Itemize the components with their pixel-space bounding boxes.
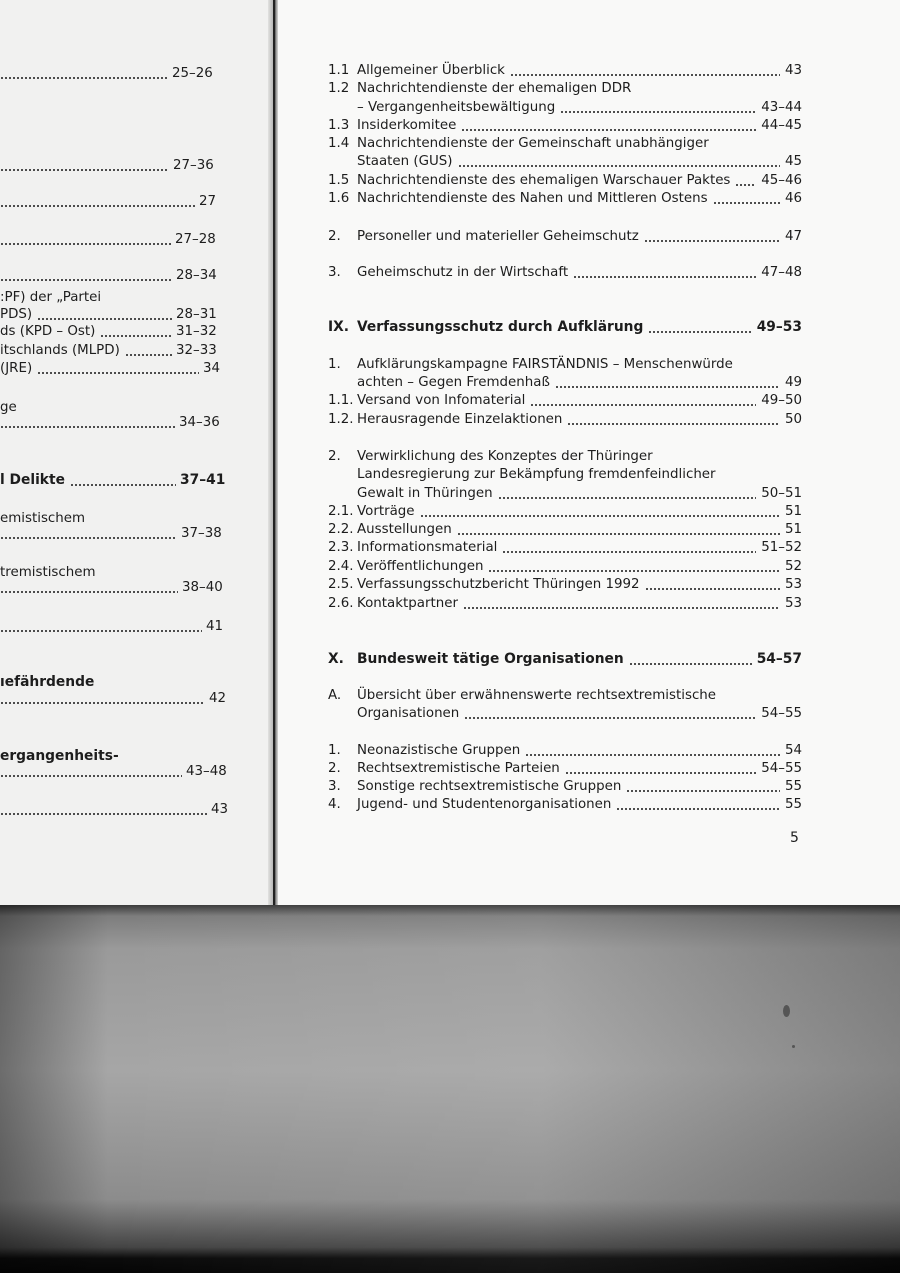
toc-entry-title: Staaten (GUS) <box>357 154 453 169</box>
toc-entry-title: Übersicht über erwähnenswerte rechtsextremistische <box>357 688 717 703</box>
toc-entry-title: Versand von Infomaterial <box>357 393 526 408</box>
toc-entry-number: 4. <box>328 797 341 812</box>
toc-entry-page: 50 <box>784 412 802 427</box>
toc-entry-title: ds (KPD – Ost) <box>0 324 96 339</box>
dust-speck <box>792 1045 795 1048</box>
dot-leader <box>0 775 182 777</box>
dot-leader <box>498 497 756 499</box>
toc-entry-number: 2.1. <box>328 504 354 519</box>
toc-entry-title: Veröffentlichungen <box>357 559 484 574</box>
dot-leader <box>525 754 780 756</box>
toc-entry-number: A. <box>328 688 342 703</box>
toc-entry-title: Jugend- und Studentenorganisationen <box>357 797 612 812</box>
toc-entry <box>328 465 802 484</box>
toc-entry-page: 49–50 <box>761 393 802 408</box>
toc-entry-page: 55 <box>784 779 802 794</box>
toc-entry-title: :PF) der „Partei <box>0 290 102 305</box>
toc-entry-page: 47–48 <box>761 265 802 280</box>
toc-entry <box>328 741 802 760</box>
toc-entry-number: 1.5 <box>328 173 350 188</box>
toc-entry-title: Gewalt in Thüringen <box>357 486 493 501</box>
toc-entry <box>328 686 802 705</box>
toc-entry-page: 25–26 <box>172 66 213 81</box>
dot-leader <box>645 588 780 590</box>
toc-entry-page: 27–36 <box>173 158 214 173</box>
toc-entry-number: 3. <box>328 779 341 794</box>
dot-leader <box>125 354 172 356</box>
toc-entry <box>0 413 232 432</box>
toc-entry-number: 3. <box>328 265 341 280</box>
toc-entry <box>0 800 232 819</box>
toc-entry-title: ergangenheits- <box>0 748 119 764</box>
toc-entry-number: 1.4 <box>328 136 350 151</box>
dot-leader <box>463 607 780 609</box>
toc-entry-title: Geheimschutz in der Wirtschaft <box>357 265 569 280</box>
toc-entry-title: itschlands (MLPD) <box>0 343 120 358</box>
toc-entry <box>0 359 232 378</box>
dot-leader <box>735 184 756 186</box>
dot-leader <box>648 331 752 333</box>
toc-entry-page: 54–55 <box>761 706 802 721</box>
dot-leader <box>567 423 780 425</box>
toc-entry-title: Landesregierung zur Bekämpfung fremdenfeindlicher <box>357 467 716 482</box>
dot-leader <box>0 77 168 79</box>
toc-entry-page: 43 <box>784 63 802 78</box>
dot-leader <box>573 276 756 278</box>
toc-entry-page: 28–34 <box>176 268 217 283</box>
dot-leader <box>464 717 756 719</box>
toc-entry-page: 34 <box>203 361 221 376</box>
toc-entry-title: Sonstige rechtsextremistische Gruppen <box>357 779 622 794</box>
toc-entry-page: 37–41 <box>180 472 226 488</box>
toc-entry-page: 53 <box>784 596 802 611</box>
toc-entry-title: Verfassungsschutz durch Aufklärung <box>357 319 644 335</box>
toc-entry-page: 49–53 <box>756 319 802 335</box>
toc-entry-page: 54 <box>784 743 802 758</box>
toc-entry-page: 51 <box>784 522 802 537</box>
toc-entry-page: 51–52 <box>761 540 802 555</box>
dot-leader <box>0 243 171 245</box>
toc-entry-title: ıefährdende <box>0 674 95 690</box>
toc-entry-page: 42 <box>209 691 227 706</box>
toc-entry <box>0 156 232 175</box>
toc-entry <box>328 318 802 337</box>
dot-leader <box>70 484 176 486</box>
toc-entry-title: tremistischem <box>0 565 96 580</box>
toc-entry <box>0 689 232 708</box>
toc-entry-page: 51 <box>784 504 802 519</box>
page-number: 5 <box>790 830 799 846</box>
toc-entry-title: Herausragende Einzelaktionen <box>357 412 563 427</box>
gutter-fold-line <box>273 0 275 905</box>
dot-leader <box>0 591 178 593</box>
toc-entry-title: Insiderkomitee <box>357 118 457 133</box>
toc-entry <box>328 777 802 796</box>
toc-entry-page: 41 <box>206 619 224 634</box>
scanner-shading <box>0 905 900 1273</box>
toc-entry <box>328 795 802 814</box>
toc-entry-number: X. <box>328 651 344 667</box>
toc-entry-number: 2.4. <box>328 559 354 574</box>
toc-entry <box>328 152 802 171</box>
dot-leader <box>0 205 195 207</box>
toc-entry-number: 1. <box>328 357 341 372</box>
toc-entry <box>328 410 802 429</box>
toc-entry-title: Nachrichtendienste des ehemaligen Warschauer Paktes <box>357 173 731 188</box>
toc-entry <box>0 230 232 249</box>
toc-entry <box>328 79 802 98</box>
toc-entry-title: Rechtsextremistische Parteien <box>357 761 560 776</box>
toc-entry-page: 54–57 <box>756 651 802 667</box>
toc-entry-title: emistischem <box>0 511 86 526</box>
dot-leader <box>644 240 780 242</box>
toc-entry-page: 38–40 <box>182 580 223 595</box>
toc-entry <box>328 134 802 153</box>
toc-entry-title: Nachrichtendienste des Nahen und Mittleren Ostens <box>357 191 708 206</box>
toc-entry-number: 1.1. <box>328 393 354 408</box>
dot-leader <box>0 702 205 704</box>
toc-entry <box>328 502 802 521</box>
toc-entry-page: 45–46 <box>761 173 802 188</box>
toc-entry-title: (JRE) <box>0 361 33 376</box>
toc-entry-number: 2.6. <box>328 596 354 611</box>
dot-leader <box>457 533 780 535</box>
dot-leader <box>0 630 202 632</box>
toc-entry-number: 1.6 <box>328 191 350 206</box>
toc-entry <box>328 227 802 246</box>
toc-entry-title: Bundesweit tätige Organisationen <box>357 651 624 667</box>
toc-entry-title: ge <box>0 400 17 415</box>
toc-entry-title: Ausstellungen <box>357 522 452 537</box>
toc-entry-page: 52 <box>784 559 802 574</box>
toc-entry <box>0 322 232 341</box>
toc-entry <box>328 263 802 282</box>
toc-entry-page: 27 <box>199 194 217 209</box>
toc-entry <box>328 373 802 392</box>
toc-entry <box>328 594 802 613</box>
toc-entry-page: 28–31 <box>176 307 217 322</box>
toc-entry-number: 2.5. <box>328 577 354 592</box>
dot-leader <box>616 808 780 810</box>
toc-entry-title: Aufklärungskampagne FAIRSTÄNDNIS – Menschenwürde <box>357 357 733 372</box>
toc-entry-title: – Vergangenheitsbewältigung <box>357 100 556 115</box>
toc-entry-page: 54–55 <box>761 761 802 776</box>
toc-entry-page: 34–36 <box>179 415 220 430</box>
toc-entry-number: IX. <box>328 319 350 335</box>
toc-entry-page: 46 <box>784 191 802 206</box>
toc-entry-number: 2. <box>328 449 341 464</box>
toc-entry-title: PDS) <box>0 307 33 322</box>
toc-entry <box>0 617 232 636</box>
toc-entry <box>0 341 232 360</box>
toc-entry-page: 53 <box>784 577 802 592</box>
toc-entry <box>0 192 232 211</box>
toc-entry-title: Vorträge <box>357 504 415 519</box>
dot-leader <box>458 165 780 167</box>
toc-entry-page: 43–48 <box>186 764 227 779</box>
dot-leader <box>0 169 169 171</box>
toc-entry-page: 45 <box>784 154 802 169</box>
toc-entry-title: Verwirklichung des Konzeptes der Thüringer <box>357 449 653 464</box>
dot-leader <box>530 404 756 406</box>
toc-entry <box>328 391 802 410</box>
toc-entry-title: achten – Gegen Fremdenhaß <box>357 375 550 390</box>
dot-leader <box>420 515 780 517</box>
dot-leader <box>0 537 177 539</box>
toc-entry <box>328 538 802 557</box>
toc-entry-page: 47 <box>784 229 802 244</box>
dot-leader <box>555 386 780 388</box>
toc-entry <box>328 759 802 778</box>
toc-entry-title: Nachrichtendienste der ehemaligen DDR <box>357 81 632 96</box>
dot-leader <box>488 570 780 572</box>
toc-entry <box>0 578 232 597</box>
toc-entry-page: 27–28 <box>175 232 216 247</box>
toc-entry <box>0 471 232 490</box>
dot-leader <box>0 813 207 815</box>
toc-entry <box>328 116 802 135</box>
toc-entry-number: 1. <box>328 743 341 758</box>
toc-entry-number: 2. <box>328 761 341 776</box>
dot-leader <box>565 772 756 774</box>
toc-entry-title: Allgemeiner Überblick <box>357 63 505 78</box>
dot-leader <box>502 551 756 553</box>
toc-entry-page: 50–51 <box>761 486 802 501</box>
toc-entry-page: 43–44 <box>761 100 802 115</box>
toc-entry-title: Verfassungsschutzbericht Thüringen 1992 <box>357 577 640 592</box>
toc-entry-page: 49 <box>784 375 802 390</box>
toc-entry-title: Kontaktpartner <box>357 596 458 611</box>
toc-entry-page: 55 <box>784 797 802 812</box>
toc-entry <box>328 447 802 466</box>
dot-leader <box>560 111 756 113</box>
dust-speck <box>783 1005 790 1017</box>
toc-entry <box>328 98 802 117</box>
toc-entry <box>0 266 232 285</box>
toc-entry <box>0 524 232 543</box>
toc-entry-page: 37–38 <box>181 526 222 541</box>
left-page <box>0 0 272 905</box>
toc-entry <box>328 704 802 723</box>
toc-entry-title: Personeller und materieller Geheimschutz <box>357 229 639 244</box>
toc-entry <box>328 355 802 374</box>
toc-entry <box>328 61 802 80</box>
toc-entry <box>0 762 232 781</box>
toc-entry <box>328 171 802 190</box>
dot-leader <box>0 279 172 281</box>
toc-entry-number: 1.3 <box>328 118 350 133</box>
toc-entry <box>328 575 802 594</box>
dot-leader <box>37 318 172 320</box>
toc-entry <box>0 64 232 83</box>
toc-entry-page: 32–33 <box>176 343 217 358</box>
dot-leader <box>629 663 752 665</box>
toc-entry-title: Organisationen <box>357 706 460 721</box>
dot-leader <box>626 790 780 792</box>
toc-entry-page: 43 <box>211 802 229 817</box>
dot-leader <box>37 372 199 374</box>
dot-leader <box>510 74 780 76</box>
toc-entry-title: Informationsmaterial <box>357 540 498 555</box>
toc-entry-number: 2. <box>328 229 341 244</box>
toc-entry-title: l Delikte <box>0 472 65 488</box>
toc-entry-page: 31–32 <box>176 324 217 339</box>
toc-entry-number: 1.1 <box>328 63 350 78</box>
toc-entry-number: 1.2. <box>328 412 354 427</box>
dot-leader <box>100 335 172 337</box>
toc-entry-number: 2.3. <box>328 540 354 555</box>
dot-leader <box>713 202 780 204</box>
toc-entry-number: 1.2 <box>328 81 350 96</box>
toc-entry <box>328 650 802 669</box>
toc-entry-title: Nachrichtendienste der Gemeinschaft unabhängiger <box>357 136 709 151</box>
toc-entry <box>328 484 802 503</box>
toc-entry-title: Neonazistische Gruppen <box>357 743 521 758</box>
dot-leader <box>0 426 175 428</box>
toc-entry <box>328 557 802 576</box>
toc-entry <box>328 520 802 539</box>
toc-entry <box>328 189 802 208</box>
scanner-background <box>0 905 900 1273</box>
toc-entry-number: 2.2. <box>328 522 354 537</box>
dot-leader <box>461 129 756 131</box>
toc-entry-page: 44–45 <box>761 118 802 133</box>
